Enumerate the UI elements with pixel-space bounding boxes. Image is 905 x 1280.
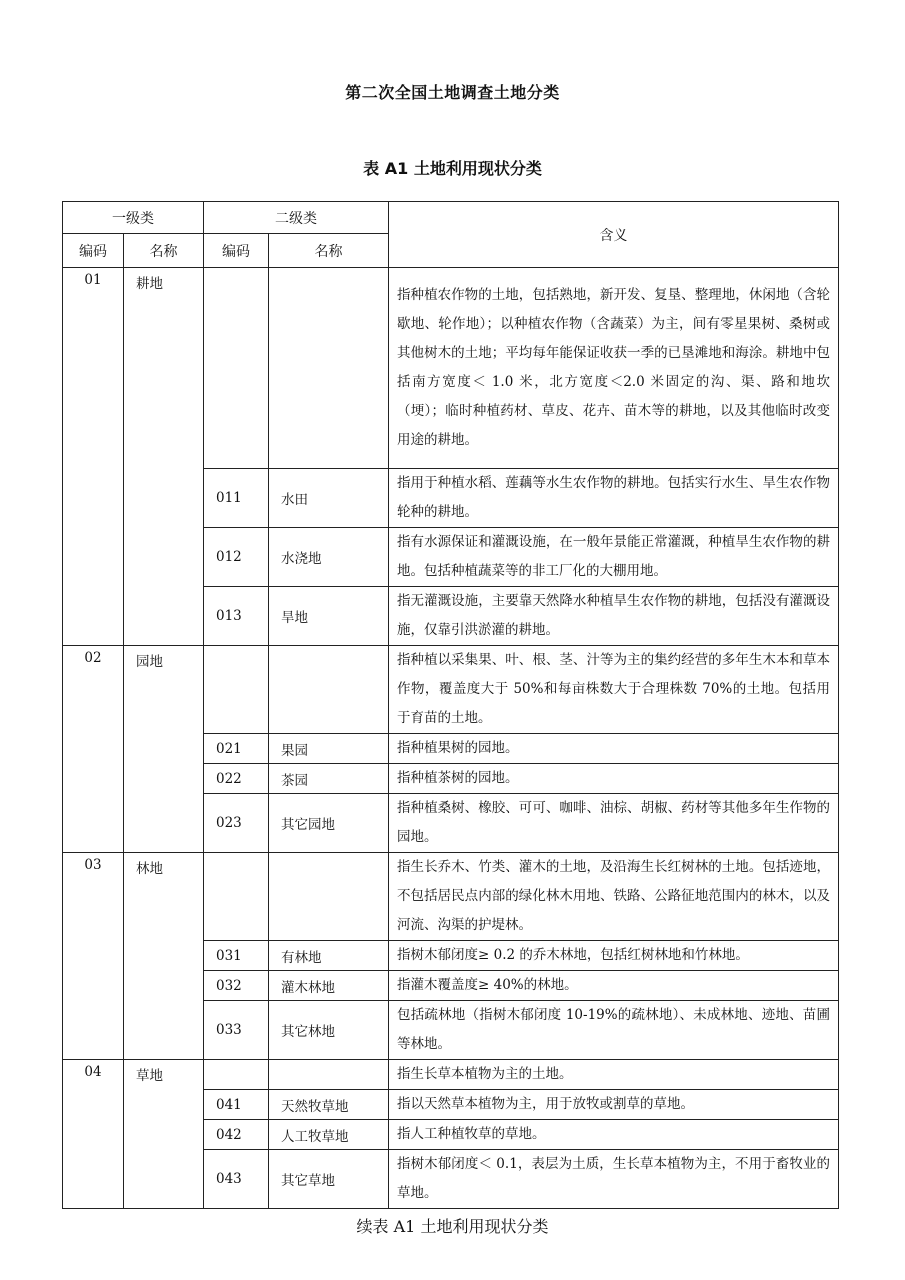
level1-name: 耕地 — [124, 268, 204, 646]
document-title: 第二次全国土地调查土地分类 — [345, 83, 560, 102]
level2-code: 021 — [204, 734, 269, 764]
level2-name: 有林地 — [269, 941, 389, 971]
level2-name: 旱地 — [269, 587, 389, 646]
row-description: 指以天然草本植物为主，用于放牧或割草的草地。 — [389, 1090, 839, 1120]
table-row — [63, 646, 839, 734]
continued-table-title: 续表 A1 土地利用现状分类 — [356, 1217, 549, 1236]
land-use-classification-table — [62, 201, 839, 1209]
header-name2: 名称 — [269, 234, 389, 268]
row-description: 指用于种植水稻、莲藕等水生农作物的耕地。包括实行水生、旱生农作物轮种的耕地。 — [389, 469, 839, 528]
table-row — [63, 853, 839, 941]
header-code2: 编码 — [204, 234, 269, 268]
level2-code: 013 — [204, 587, 269, 646]
level2-name: 水田 — [269, 469, 389, 528]
level2-name: 灌木林地 — [269, 971, 389, 1001]
level2-code: 033 — [204, 1001, 269, 1060]
level2-name: 其它草地 — [269, 1150, 389, 1209]
level2-name: 人工牧草地 — [269, 1120, 389, 1150]
level2-name: 水浇地 — [269, 528, 389, 587]
level2-code: 031 — [204, 941, 269, 971]
level1-name: 园地 — [124, 646, 204, 853]
level2-code: 023 — [204, 794, 269, 853]
header-name1: 名称 — [124, 234, 204, 268]
row-description: 指种植茶树的园地。 — [389, 764, 839, 794]
header-code1: 编码 — [63, 234, 124, 268]
level2-name: 茶园 — [269, 764, 389, 794]
row-description: 指种植果树的园地。 — [389, 734, 839, 764]
level2-code: 041 — [204, 1090, 269, 1120]
row-description: 指树木郁闭度＜ 0.1，表层为土质，生长草本植物为主，不用于畜牧业的草地。 — [389, 1150, 839, 1209]
row-description: 指种植以采集果、叶、根、茎、汁等为主的集约经营的多年生木本和草本作物，覆盖度大于 50%和每亩株数大于合理株数 70%的土地。包括用于育苗的土地。 — [389, 646, 839, 734]
row-description: 指种植桑树、橡胶、可可、咖啡、油棕、胡椒、药材等其他多年生作物的园地。 — [389, 794, 839, 853]
level1-code: 01 — [63, 268, 124, 646]
level1-name: 草地 — [124, 1060, 204, 1209]
level1-code: 03 — [63, 853, 124, 1060]
row-description: 指生长草本植物为主的土地。 — [389, 1060, 839, 1090]
level2-code: 043 — [204, 1150, 269, 1209]
level1-code: 04 — [63, 1060, 124, 1209]
header-level1: 一级类 — [63, 202, 204, 234]
row-description: 包括疏林地（指树木郁闭度 10-19%的疏林地）、未成林地、迹地、苗圃等林地。 — [389, 1001, 839, 1060]
row-description: 指人工种植牧草的草地。 — [389, 1120, 839, 1150]
row-description: 指有水源保证和灌溉设施，在一般年景能正常灌溉，种植旱生农作物的耕地。包括种植蔬菜等的非工厂化的大棚用地。 — [389, 528, 839, 587]
level2-name: 其它园地 — [269, 794, 389, 853]
row-description: 指无灌溉设施，主要靠天然降水种植旱生农作物的耕地，包括没有灌溉设施，仅靠引洪淤灌的耕地。 — [389, 587, 839, 646]
row-description: 指生长乔木、竹类、灌木的土地，及沿海生长红树林的土地。包括迹地，不包括居民点内部的绿化林木用地、铁路、公路征地范围内的林木，以及河流、沟渠的护堤林。 — [389, 853, 839, 941]
level2-code: 012 — [204, 528, 269, 587]
level2-name: 天然牧草地 — [269, 1090, 389, 1120]
table-title: 表 A1 土地利用现状分类 — [363, 159, 542, 178]
header-meaning: 含义 — [389, 202, 839, 268]
table-row — [63, 268, 839, 469]
level1-name: 林地 — [124, 853, 204, 1060]
level2-code: 011 — [204, 469, 269, 528]
level2-name: 其它林地 — [269, 1001, 389, 1060]
table-row — [63, 1060, 839, 1090]
level2-code: 022 — [204, 764, 269, 794]
row-description: 指灌木覆盖度≥ 40%的林地。 — [389, 971, 839, 1001]
row-description: 指种植农作物的土地，包括熟地，新开发、复垦、整理地，休闲地（含轮歇地、轮作地）；以种植农作物（含蔬菜）为主，间有零星果树、桑树或其他树木的土地；平均每年能保证收获一季的已垦滩地和海涂。耕地中包括南方宽度＜ 1.0 米，北方宽度＜2.0 米固定的沟、渠、路和地坎（埂）；临时种植药材、草皮、花卉、苗木等的耕地，以及其他临时改变用途的耕地。 — [389, 268, 839, 469]
level1-code: 02 — [63, 646, 124, 853]
level2-name: 果园 — [269, 734, 389, 764]
row-description: 指树木郁闭度≥ 0.2 的乔木林地，包括红树林地和竹林地。 — [389, 941, 839, 971]
level2-code: 042 — [204, 1120, 269, 1150]
level2-code: 032 — [204, 971, 269, 1001]
header-level2: 二级类 — [204, 202, 389, 234]
